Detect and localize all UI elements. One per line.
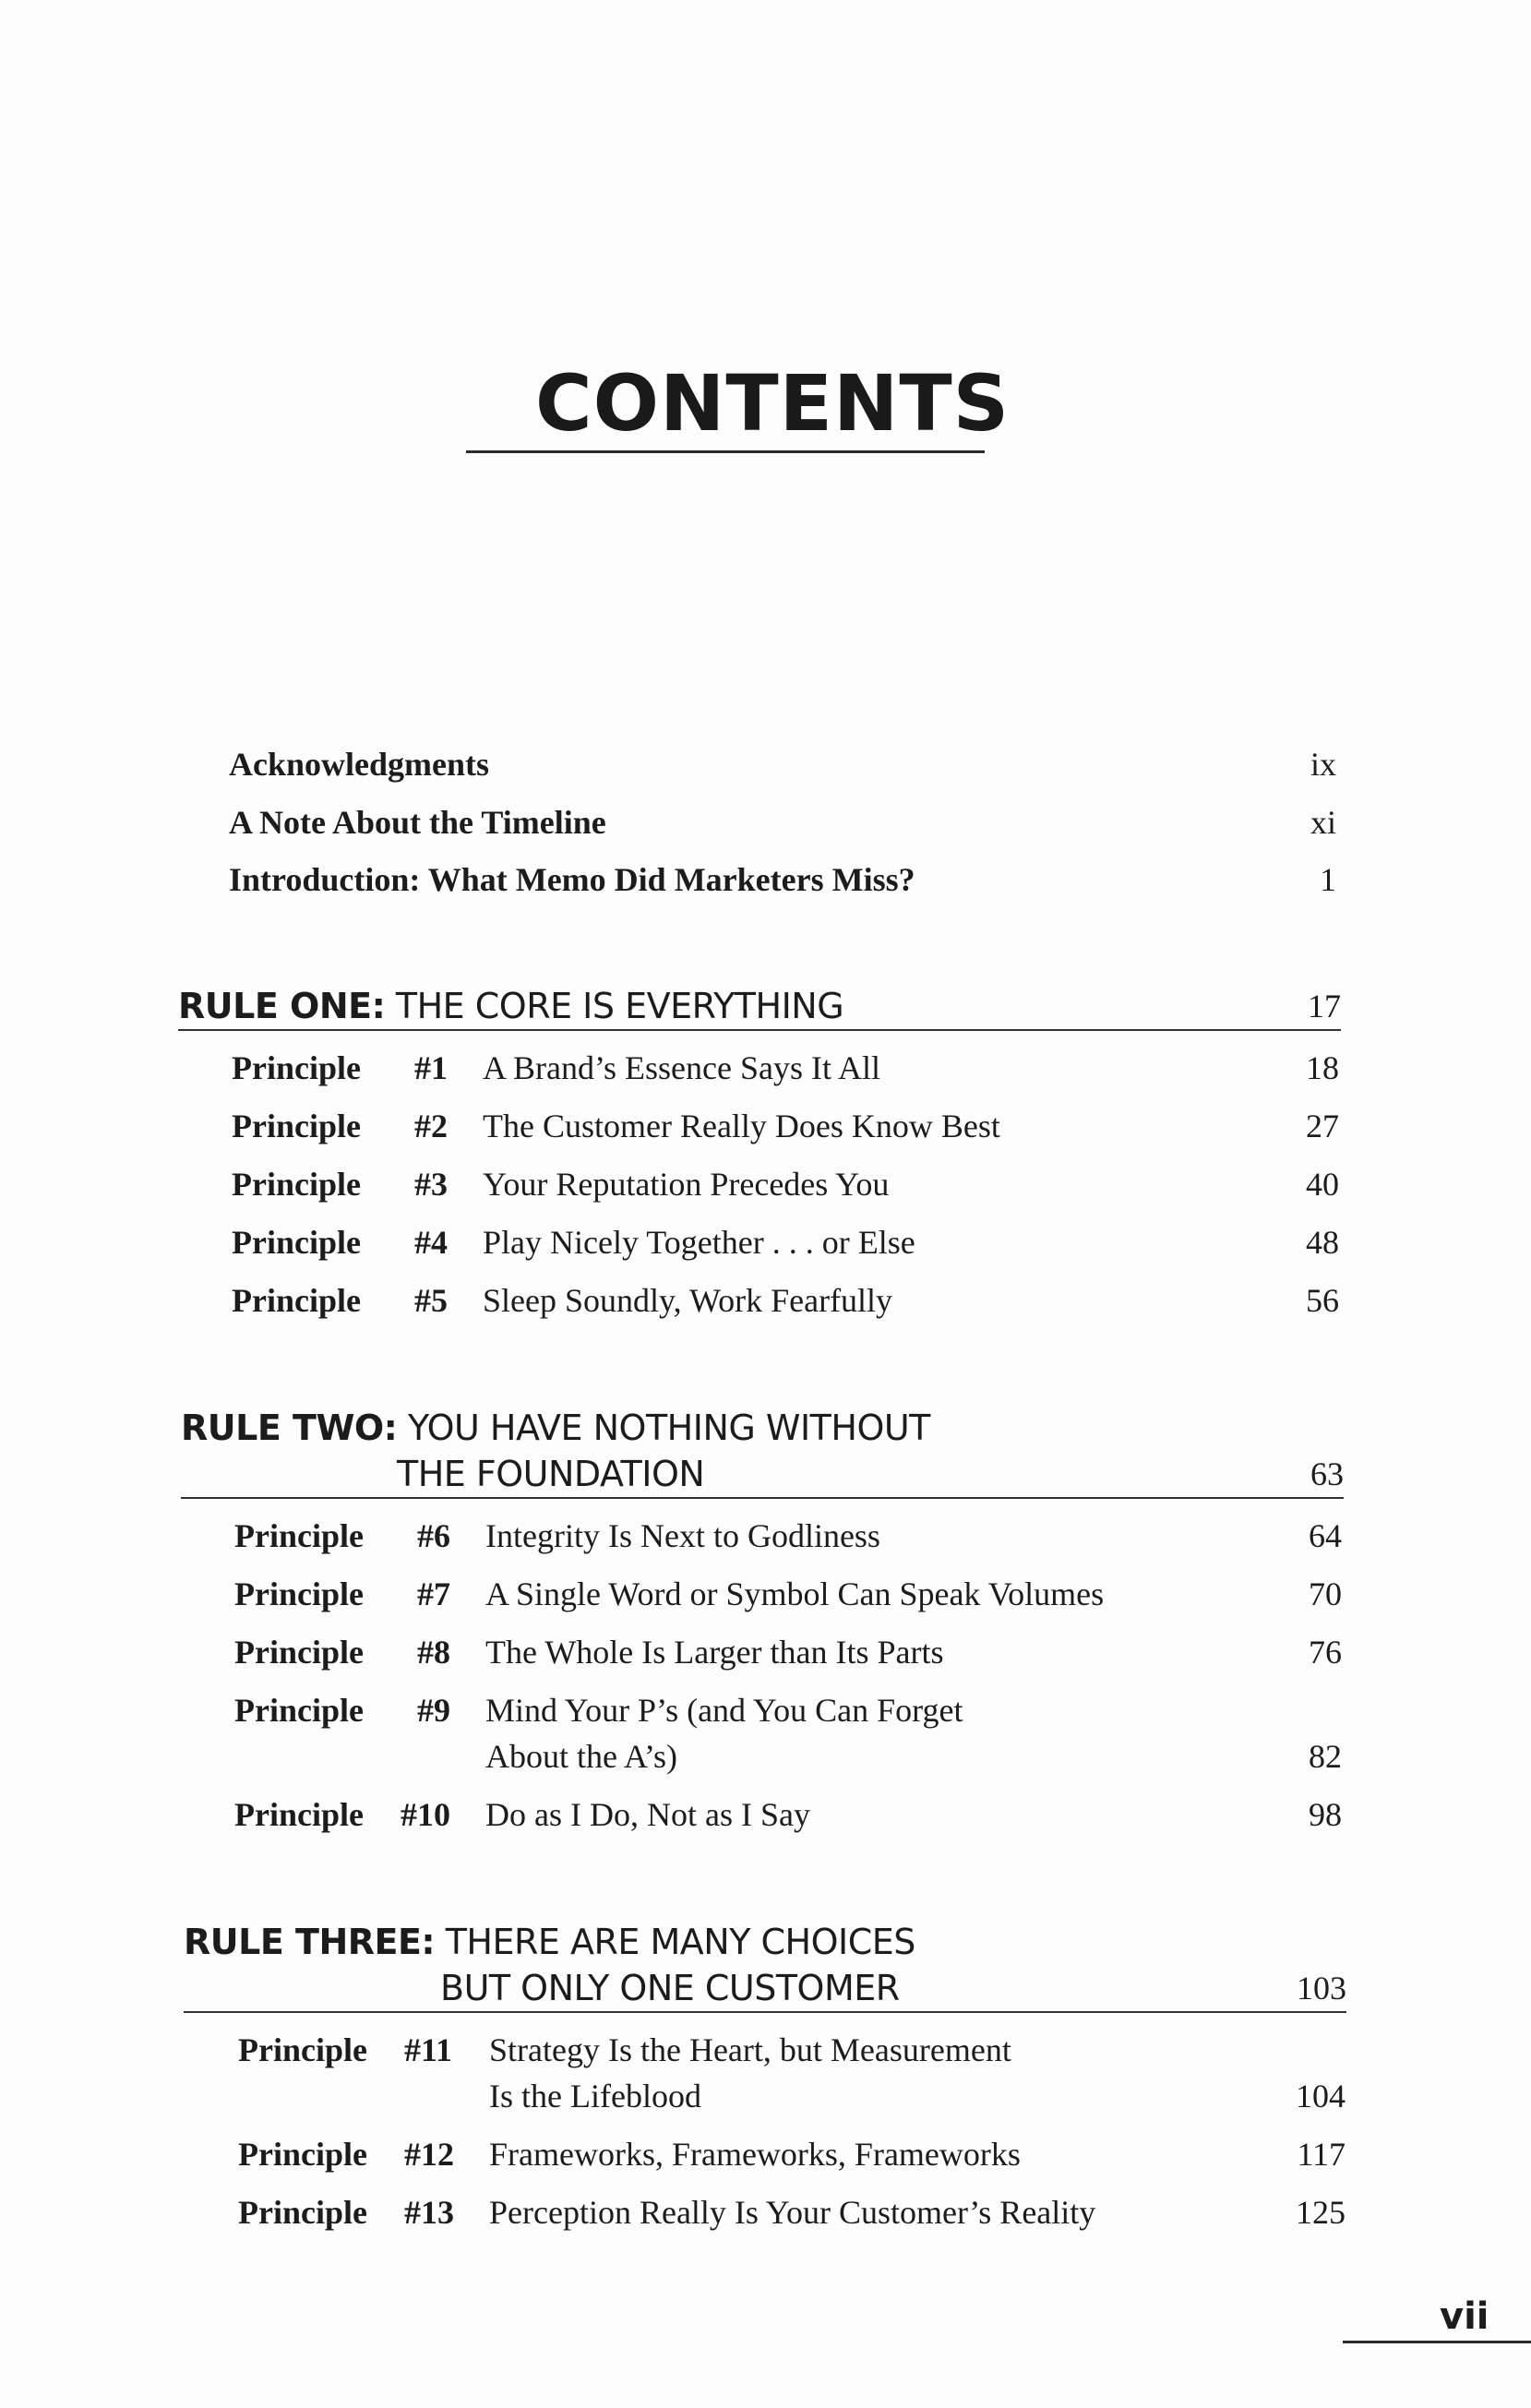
principle-title: Frameworks, Frameworks, Frameworks <box>489 2136 1021 2173</box>
rule-page: 63 <box>1310 1456 1344 1492</box>
rule-title: THERE ARE MANY CHOICES <box>445 1922 915 1962</box>
principle-page: 40 <box>1306 1166 1339 1203</box>
entry-label: Acknowledgments <box>229 746 490 783</box>
principle-number: #1 <box>414 1049 448 1086</box>
principle-page: 125 <box>1296 2194 1346 2231</box>
principle-number: #12 <box>404 2136 454 2173</box>
rule-page: 103 <box>1297 1970 1346 2007</box>
rule-label: RULE THREE: <box>184 1922 436 1962</box>
principle-title: A Brand’s Essence Says It All <box>483 1049 880 1086</box>
principle-number: #4 <box>414 1224 448 1261</box>
page-title: CONTENTS <box>535 358 1011 449</box>
principle-page: 64 <box>1309 1517 1342 1554</box>
principle-number: #8 <box>417 1634 450 1671</box>
principle-title-line2: Is the Lifeblood <box>489 2078 701 2114</box>
rule-divider <box>184 2011 1346 2013</box>
principle-title: Perception Really Is Your Customer’s Reality <box>489 2194 1096 2231</box>
title-underline <box>466 450 985 453</box>
principle-prefix: Principle <box>238 2194 367 2231</box>
principle-page: 76 <box>1309 1634 1342 1671</box>
entry-page: 1 <box>1320 861 1336 898</box>
principle-prefix: Principle <box>232 1108 361 1144</box>
principle-prefix: Principle <box>234 1634 364 1671</box>
principle-page: 48 <box>1306 1224 1339 1261</box>
toc-entry-acknowledgments <box>229 741 1336 787</box>
principle-prefix: Principle <box>232 1166 361 1203</box>
principle-page: 98 <box>1309 1796 1342 1833</box>
principle-number: #11 <box>404 2031 453 2068</box>
page-number: vii <box>1440 2295 1489 2338</box>
rule-title: THE CORE IS EVERYTHING <box>395 986 844 1026</box>
principle-title: Play Nicely Together . . . or Else <box>483 1224 915 1261</box>
principle-prefix: Principle <box>232 1224 361 1261</box>
principle-title: The Customer Really Does Know Best <box>483 1108 1000 1144</box>
entry-label: A Note About the Timeline <box>229 804 606 841</box>
principle-prefix: Principle <box>234 1517 364 1554</box>
principle-prefix: Principle <box>238 2031 367 2068</box>
folio-rule <box>1343 2341 1531 2343</box>
principle-prefix: Principle <box>234 1692 364 1729</box>
rule-page: 17 <box>1308 988 1341 1024</box>
principle-page: 18 <box>1306 1049 1339 1086</box>
principle-number: #5 <box>414 1282 448 1319</box>
principle-title: Do as I Do, Not as I Say <box>485 1796 810 1833</box>
principle-number: #6 <box>417 1517 450 1554</box>
principle-title: Integrity Is Next to Godliness <box>485 1517 880 1554</box>
entry-page: xi <box>1310 804 1336 841</box>
principle-title: A Single Word or Symbol Can Speak Volumes <box>485 1575 1105 1612</box>
principle-prefix: Principle <box>232 1282 361 1319</box>
entry-page: ix <box>1310 746 1336 783</box>
principle-page: 104 <box>1296 2078 1346 2114</box>
principle-title: Your Reputation Precedes You <box>483 1166 890 1203</box>
principle-number: #10 <box>401 1796 450 1833</box>
toc-entry-introduction <box>229 857 1336 903</box>
principle-prefix: Principle <box>238 2136 367 2173</box>
principle-title: Mind Your P’s (and You Can Forget <box>485 1692 963 1729</box>
principle-prefix: Principle <box>234 1796 364 1833</box>
rule-label: RULE ONE: <box>178 986 386 1026</box>
rule-title-line2: BUT ONLY ONE CUSTOMER <box>440 1968 900 2008</box>
principle-title: The Whole Is Larger than Its Parts <box>485 1634 944 1671</box>
principle-page: 27 <box>1306 1108 1339 1144</box>
principle-page: 82 <box>1309 1738 1342 1775</box>
toc-entry-note-timeline <box>229 799 1336 845</box>
principle-number: #13 <box>404 2194 454 2231</box>
principle-number: #2 <box>414 1108 448 1144</box>
principle-number: #9 <box>417 1692 450 1729</box>
principle-number: #3 <box>414 1166 448 1203</box>
rule-divider <box>181 1497 1344 1499</box>
rule-label: RULE TWO: <box>181 1408 398 1448</box>
principle-title: Sleep Soundly, Work Fearfully <box>483 1282 893 1319</box>
principle-title-line2: About the A’s) <box>485 1738 678 1775</box>
toc-entry-principle <box>238 2027 1346 2119</box>
toc-entry-principle <box>234 1687 1342 1779</box>
principle-page: 70 <box>1309 1575 1342 1612</box>
principle-number: #7 <box>417 1575 450 1612</box>
rule-title-line2: THE FOUNDATION <box>397 1454 705 1494</box>
rule-divider <box>178 1029 1341 1031</box>
principle-page: 117 <box>1297 2136 1346 2173</box>
principle-prefix: Principle <box>234 1575 364 1612</box>
principle-title: Strategy Is the Heart, but Measurement <box>489 2031 1011 2068</box>
rule-title: YOU HAVE NOTHING WITHOUT <box>407 1408 930 1448</box>
entry-label: Introduction: What Memo Did Marketers Miss? <box>229 861 915 898</box>
principle-page: 56 <box>1306 1282 1339 1319</box>
principle-prefix: Principle <box>232 1049 361 1086</box>
